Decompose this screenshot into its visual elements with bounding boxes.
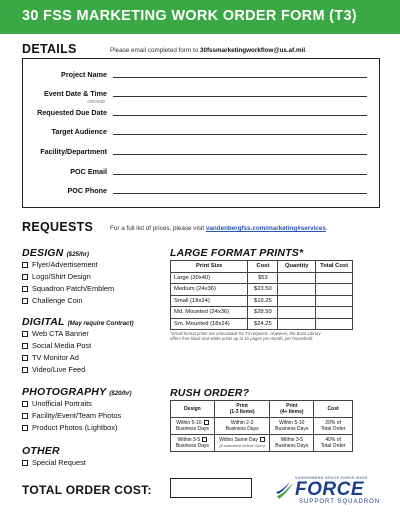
print-cost: $23.50: [248, 284, 278, 296]
rush-cost: [314, 418, 353, 435]
cell-text: Business Days: [175, 443, 209, 449]
logo-swoosh-icon: [275, 480, 295, 502]
project-name-input[interactable]: [113, 77, 367, 78]
requested-due-date-label: Requested Due Date: [37, 108, 107, 117]
digital-heading: [22, 316, 134, 328]
checkbox[interactable]: [260, 437, 265, 442]
design-price: ($25/hr): [66, 251, 89, 258]
col-quantity: Quantity: [278, 261, 316, 273]
prices-link[interactable]: vandenbergfss.com/marketing#services: [205, 225, 326, 232]
checkbox[interactable]: [22, 331, 28, 337]
col-design: Design: [171, 401, 215, 418]
quantity-cell[interactable]: [278, 284, 316, 296]
item-label: TV Monitor Ad: [32, 353, 79, 362]
cell-text: Within 5-10: [176, 420, 202, 426]
details-note-text: Please email completed form to: [110, 47, 200, 54]
other-item[interactable]: [22, 458, 86, 467]
facility-department-label: Facility/Department: [40, 147, 107, 156]
col-cost: Cost: [248, 261, 278, 273]
design-item[interactable]: [22, 260, 98, 269]
details-note: [110, 47, 307, 54]
poc-phone-label: POC Phone: [67, 186, 107, 195]
other-heading: [22, 445, 60, 457]
digital-item[interactable]: [22, 365, 85, 374]
item-label: Special Request: [32, 458, 86, 467]
rush-option[interactable]: [214, 418, 270, 435]
checkbox[interactable]: [22, 286, 28, 292]
details-email[interactable]: 30fssmarketingworkflow@us.af.mil: [199, 47, 306, 54]
table-row: [171, 318, 353, 330]
cell-subtext: (if submitted before noon): [219, 443, 265, 448]
print-size: Small (18x24): [171, 295, 248, 307]
print-cost: $19.25: [248, 295, 278, 307]
col-print-4-plus: [270, 401, 314, 418]
cell-text: Within 5-10: [279, 420, 305, 426]
requests-note: [110, 225, 328, 232]
print-size: Sm. Mounted (18x24): [171, 318, 248, 330]
rush-order-heading: RUSH ORDER?: [170, 387, 250, 399]
rush-option[interactable]: [214, 435, 270, 452]
print-cost: $53: [248, 272, 278, 284]
cell-text: Business Days: [175, 426, 209, 432]
header-line: Print: [236, 403, 248, 409]
cell-text: Within 3-5: [177, 437, 201, 443]
rush-option[interactable]: [270, 435, 314, 452]
event-date-time-label: Event Date & Time: [44, 89, 107, 98]
col-cost: Cost: [314, 401, 353, 418]
print-size: Md. Mounted (24x36): [171, 307, 248, 319]
details-form: [22, 58, 380, 208]
rush-option[interactable]: [270, 418, 314, 435]
design-item[interactable]: [22, 272, 91, 281]
rush-cost: [314, 435, 353, 452]
item-label: Product Photos (Lightbox): [32, 423, 118, 432]
checkbox[interactable]: [22, 343, 28, 349]
large-format-table: [170, 260, 353, 330]
item-label: Logo/Shirt Design: [32, 272, 91, 281]
checkbox[interactable]: [22, 425, 28, 431]
large-format-heading: LARGE FORMAT PRINTS*: [170, 247, 304, 259]
requests-heading: REQUESTS: [22, 220, 94, 234]
print-cost: $28.50: [248, 307, 278, 319]
logo-top-text: VANDENBERG SPACE FORCE BASE: [295, 476, 368, 480]
footnote-line: offers free black-and-white prints up to 10 pages per month, per household.: [170, 336, 314, 342]
poc-email-label: POC Email: [70, 167, 107, 176]
table-row: [171, 295, 353, 307]
rush-option[interactable]: [171, 418, 215, 435]
requests-note-text: For a full list of prices, please visit: [110, 225, 206, 232]
design-title: DESIGN: [22, 247, 64, 259]
event-date-time-input[interactable]: [113, 96, 367, 97]
design-item[interactable]: [22, 296, 83, 305]
checkbox[interactable]: [22, 460, 28, 466]
poc-email-input[interactable]: [113, 174, 367, 175]
table-row: [171, 284, 353, 296]
item-label: Unofficial Portraits: [32, 399, 92, 408]
footnote-line: *Small format prints are unavailable for T3 requests. However, the Base Library: [170, 331, 321, 336]
details-note-end: .: [305, 47, 307, 54]
table-header-row: [171, 261, 353, 273]
total-cost-cell[interactable]: [316, 318, 353, 330]
checkbox[interactable]: [22, 413, 28, 419]
photography-item[interactable]: [22, 423, 117, 432]
design-item[interactable]: [22, 284, 114, 293]
poc-phone-input[interactable]: [113, 193, 367, 194]
digital-item[interactable]: [22, 341, 91, 350]
quantity-cell[interactable]: [278, 295, 316, 307]
checkbox[interactable]: [22, 355, 28, 361]
checkbox[interactable]: [22, 262, 28, 268]
item-label: Flyer/Advertisement: [32, 260, 98, 269]
requests-note-end: .: [325, 225, 328, 232]
page-title: 30 FSS MARKETING WORK ORDER FORM (T3): [22, 8, 357, 24]
cell-text: Total Order: [320, 426, 346, 432]
quantity-cell[interactable]: [278, 272, 316, 284]
print-size: Large (30x40): [171, 272, 248, 284]
header-line: (1-3 Items): [229, 409, 255, 415]
design-heading: [22, 247, 89, 259]
col-total-cost: Total Cost: [316, 261, 353, 273]
item-label: Squadron Patch/Emblem: [32, 284, 115, 293]
digital-price: (May require Contract): [67, 320, 134, 327]
checkbox[interactable]: [22, 401, 28, 407]
header-line: Print: [286, 403, 298, 409]
cell-text: Within 3-5: [280, 437, 304, 443]
checkbox[interactable]: [204, 420, 209, 425]
item-label: Facility/Event/Team Photos: [32, 411, 122, 420]
item-label: Social Media Post: [32, 341, 92, 350]
large-format-footnote: [170, 331, 370, 342]
logo-main-text: FORCE: [295, 479, 364, 500]
total-cost-cell[interactable]: [316, 295, 353, 307]
col-print-size: Print Size: [171, 261, 248, 273]
item-label: Video/Live Feed: [32, 365, 86, 374]
target-audience-input[interactable]: [113, 134, 367, 135]
cell-text: 40% of: [325, 437, 341, 443]
total-cost-cell[interactable]: [316, 307, 353, 319]
total-order-cost-input[interactable]: [170, 478, 252, 498]
total-order-cost-label: TOTAL ORDER COST:: [22, 483, 152, 497]
project-name-label: Project Name: [61, 70, 107, 79]
details-heading: DETAILS: [22, 42, 77, 56]
print-size: Medium (24x36): [171, 284, 248, 296]
photography-item[interactable]: [22, 399, 92, 408]
checkbox[interactable]: [22, 298, 28, 304]
header-line: (4+ Items): [280, 409, 304, 415]
rush-option[interactable]: [171, 435, 215, 452]
cell-text: Business Days: [225, 426, 259, 432]
table-row: [171, 272, 353, 284]
force-support-squadron-logo: [275, 476, 385, 508]
digital-item[interactable]: [22, 353, 79, 362]
checkbox[interactable]: [22, 367, 28, 373]
photography-title: PHOTOGRAPHY: [22, 386, 107, 398]
quantity-cell[interactable]: [278, 307, 316, 319]
cell-text: Business Days: [275, 443, 309, 449]
table-row: [171, 418, 353, 435]
photography-price: ($20/hr): [109, 390, 132, 397]
photography-item[interactable]: [22, 411, 121, 420]
requested-due-date-input[interactable]: [113, 115, 367, 116]
col-print-1-3: [214, 401, 270, 418]
header-banner: [0, 0, 400, 34]
checkbox[interactable]: [22, 274, 28, 280]
table-row: [171, 435, 353, 452]
digital-title: DIGITAL: [22, 316, 65, 328]
table-row: [171, 307, 353, 319]
cell-text: Total Order: [320, 443, 346, 449]
cell-text: Within Same Day: [219, 437, 258, 443]
rush-order-table: [170, 400, 353, 452]
target-audience-label: Target Audience: [51, 127, 107, 136]
total-cost-cell[interactable]: [316, 284, 353, 296]
print-cost: $24.25: [248, 318, 278, 330]
quantity-cell[interactable]: [278, 318, 316, 330]
cell-text: Within 2-3: [230, 420, 254, 426]
table-header-row: [171, 401, 353, 418]
digital-item[interactable]: [22, 329, 89, 338]
cell-text: Business Days: [275, 426, 309, 432]
cell-text: 20% of: [325, 420, 341, 426]
photography-heading: [22, 386, 132, 398]
total-cost-cell[interactable]: [316, 272, 353, 284]
logo-bottom-text: SUPPORT SQUADRON: [299, 499, 381, 505]
item-label: Challenge Coin: [32, 296, 83, 305]
checkbox[interactable]: [202, 437, 207, 442]
item-label: Web CTA Banner: [32, 329, 89, 338]
or-and-note: OR/AND: [87, 99, 105, 104]
other-title: OTHER: [22, 445, 60, 457]
facility-department-input[interactable]: [113, 154, 367, 155]
